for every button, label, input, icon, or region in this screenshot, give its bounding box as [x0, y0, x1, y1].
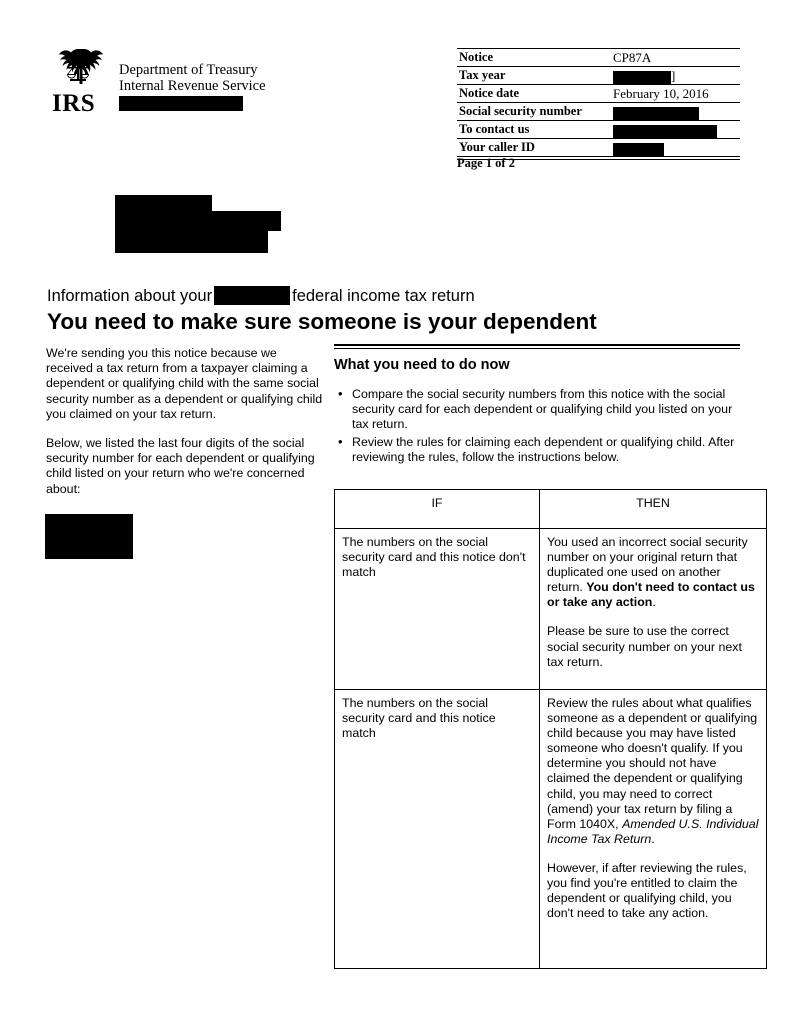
row-label: Tax year — [459, 68, 506, 82]
irs-eagle-seal-icon — [52, 48, 104, 92]
table-row — [457, 66, 740, 84]
table-row — [457, 84, 740, 102]
row-label: Notice date — [459, 86, 520, 100]
then-paragraph-1 — [547, 696, 759, 847]
then-text-b: . — [651, 831, 655, 846]
agency-line-department: Department of Treasury — [119, 62, 258, 78]
if-cell: The numbers on the social security card and this notice don't match — [335, 529, 540, 690]
row-value — [613, 139, 740, 156]
then-cell — [540, 529, 767, 690]
list-item: • Compare the social security numbers from this notice with the social security card for each dependent or qualifying child you listed on your tax return. — [351, 387, 740, 433]
table-row — [457, 138, 740, 156]
redaction-bar-dependent-ssn-list — [45, 514, 133, 559]
right-column — [334, 344, 740, 467]
then-cell — [540, 690, 767, 969]
agency-name — [119, 62, 266, 111]
column-header-then: THEN — [540, 490, 767, 529]
table-row — [335, 690, 767, 969]
redaction-bar-address-3 — [115, 231, 268, 253]
table-row — [457, 120, 740, 138]
redaction-bar-tax-year — [613, 71, 671, 84]
headline-area — [47, 286, 747, 335]
then-text-form-title: Amended U.S. Individual Income Tax Return — [547, 816, 759, 846]
section-divider-rule — [334, 344, 740, 349]
then-text-emphasis: You don't need to contact us or take any action — [547, 580, 755, 610]
row-label: Social security number — [459, 104, 582, 118]
headline-subtitle — [47, 286, 747, 307]
list-item: • Review the rules for claiming each dependent or qualifying child. After reviewing the rules, follow the instructions below. — [351, 435, 740, 465]
redaction-bar-caller-id — [613, 143, 664, 156]
redaction-bar-tax-year-headline — [214, 286, 290, 305]
intro-paragraph-1: We're sending you this notice because we received a tax return from a taxpayer claiming a dependent or qualifying child with the same social security number as a dependent or qualifying child you claimed on your tax return. — [46, 346, 323, 421]
row-value — [613, 121, 740, 138]
headline-subtitle-before: Information about your — [47, 287, 213, 305]
row-value — [613, 103, 740, 120]
then-text-a: You used an incorrect social security number on your original return that duplicated one used on another return. — [547, 535, 748, 595]
row-label: To contact us — [459, 122, 530, 136]
todo-list — [334, 387, 740, 465]
redaction-bar-address-2 — [115, 211, 281, 231]
page-title: You need to make sure someone is your dependent — [47, 309, 597, 334]
irs-wordmark: IRS — [52, 90, 96, 117]
redaction-bar-agency-address — [119, 96, 243, 111]
column-header-if: IF — [335, 490, 540, 529]
redaction-bar-ssn — [613, 107, 699, 120]
row-label: Your caller ID — [459, 140, 535, 154]
then-text-b: . — [652, 595, 656, 610]
row-value — [613, 67, 740, 84]
row-value: CP87A — [613, 50, 652, 65]
left-column — [46, 346, 326, 511]
section-title-what-to-do: What you need to do now — [334, 357, 510, 373]
then-paragraph-2: Please be sure to use the correct social security number on your next tax return. — [547, 624, 742, 669]
if-then-table — [334, 489, 767, 969]
then-paragraph-1 — [547, 535, 759, 610]
irs-logo — [52, 48, 112, 116]
then-paragraph-2: However, if after reviewing the rules, you find you're entitled to claim the dependent or qualifying child, you don't need to take any action. — [547, 860, 747, 921]
agency-line-service: Internal Revenue Service — [119, 78, 266, 94]
table-header-row — [335, 490, 767, 529]
row-label: Notice — [459, 50, 494, 64]
notice-info-table — [457, 48, 740, 160]
table-row — [335, 529, 767, 690]
if-cell: The numbers on the social security card and this notice match — [335, 690, 540, 969]
page-indicator: Page 1 of 2 — [457, 156, 515, 170]
table-row — [457, 48, 740, 66]
table-row — [457, 102, 740, 120]
redaction-bar-contact — [613, 125, 717, 138]
row-value: February 10, 2016 — [613, 86, 709, 101]
intro-paragraph-2: Below, we listed the last four digits of the social security number for each dependent or qualifying child listed on your return who we're concerned about: — [46, 436, 315, 496]
then-text-a: Review the rules about what qualifies someone as a dependent or qualifying child because you may have listed someone who doesn't qualify. If you determine you should not have claimed the dependent or qualifying child, you may need to correct (amend) your tax return by filing a Form 1040X, — [547, 696, 758, 831]
recipient-address-redacted — [115, 195, 290, 255]
headline-subtitle-after: federal income tax return — [292, 287, 475, 305]
tax-year-bracket: ] — [671, 68, 676, 83]
